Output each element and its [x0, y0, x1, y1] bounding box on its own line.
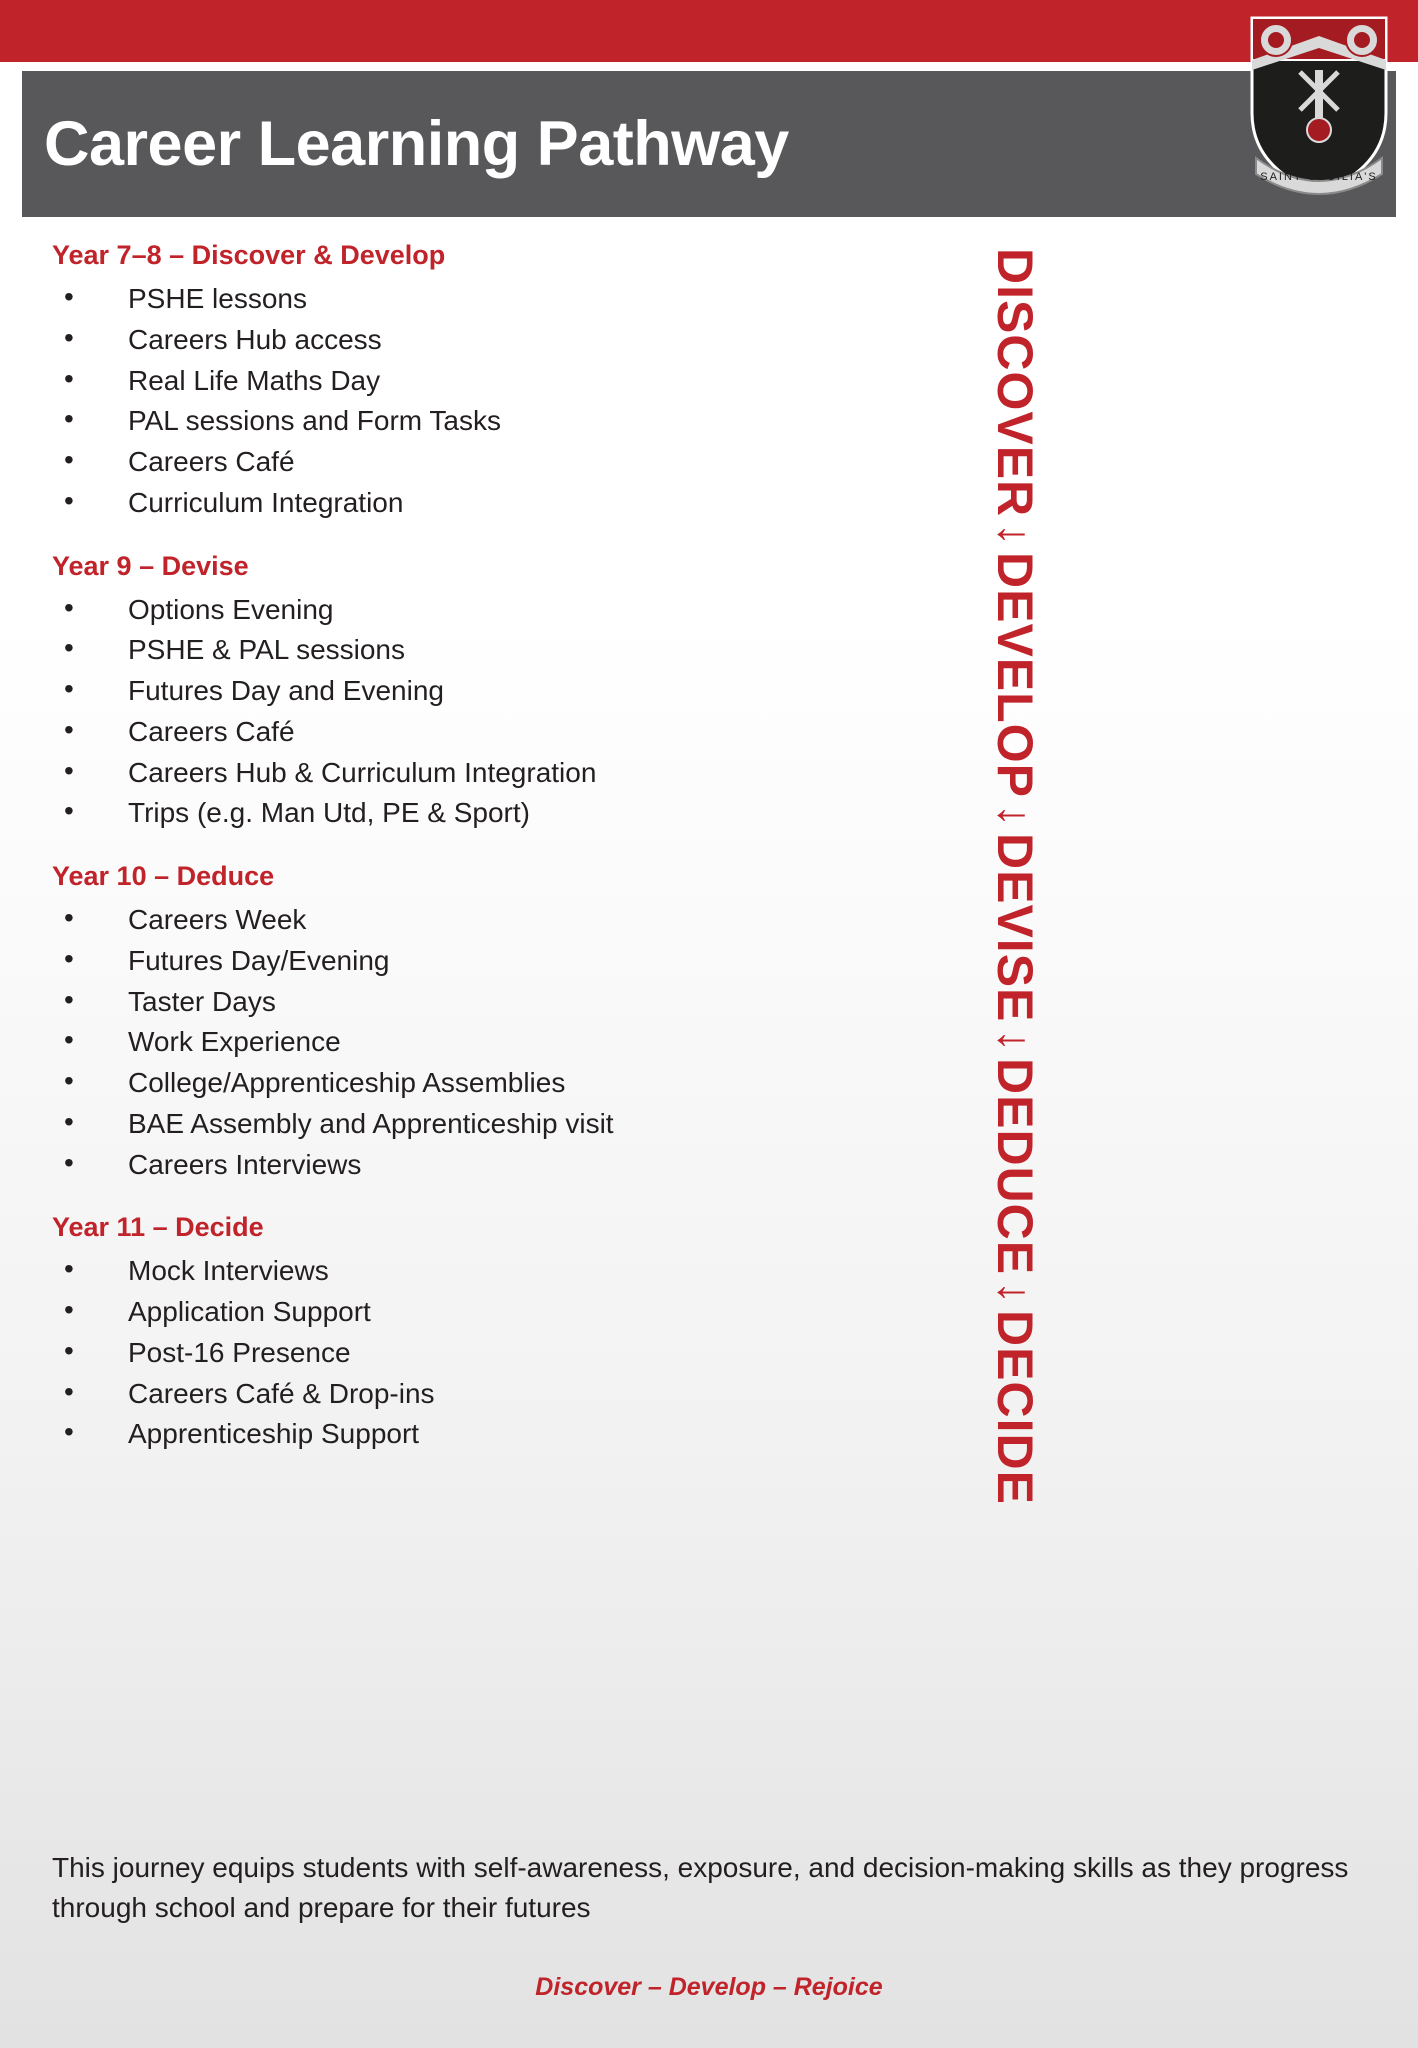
list-item: • Careers Hub & Curriculum Integration — [52, 753, 892, 793]
list-item: • Careers Hub access — [52, 320, 892, 360]
list-item: • Careers Café & Drop-ins — [52, 1374, 892, 1414]
list-item: • Careers Interviews — [52, 1145, 892, 1185]
section-items — [52, 590, 892, 834]
arrow-down-icon: ↓ — [989, 804, 1041, 828]
list-item: • Careers Café — [52, 712, 892, 752]
section-items — [52, 900, 892, 1184]
list-item: • Post-16 Presence — [52, 1333, 892, 1373]
list-item: • PAL sessions and Form Tasks — [52, 401, 892, 441]
title-banner — [22, 71, 1396, 217]
list-item: • Options Evening — [52, 590, 892, 630]
section-items — [52, 279, 892, 523]
list-item: • PSHE lessons — [52, 279, 892, 319]
arrow-down-icon: ↓ — [989, 1028, 1041, 1052]
list-item: • BAE Assembly and Apprenticeship visit — [52, 1104, 892, 1144]
pathway-stage-devise: DEVISE — [987, 833, 1043, 1023]
list-item: • Futures Day and Evening — [52, 671, 892, 711]
sections-list — [52, 240, 892, 1482]
section-year-10 — [52, 861, 892, 1184]
section-items — [52, 1251, 892, 1454]
school-motto: Discover – Develop – Rejoice — [535, 1973, 883, 2001]
svg-text:SAINT CECILIA'S: SAINT CECILIA'S — [1260, 171, 1378, 183]
pathway-stage-deduce: DEDUCE — [987, 1057, 1043, 1275]
pathway-stage-develop: DEVELOP — [987, 552, 1043, 799]
page-title: Career Learning Pathway — [44, 109, 789, 179]
list-item: • Curriculum Integration — [52, 483, 892, 523]
pathway-diagram — [955, 248, 1075, 1828]
band-divider — [0, 62, 1418, 71]
section-title: Year 9 – Devise — [52, 550, 249, 581]
top-red-band — [0, 0, 1418, 62]
list-item: • Work Experience — [52, 1022, 892, 1062]
list-item: • Careers Week — [52, 900, 892, 940]
list-item: • Mock Interviews — [52, 1251, 892, 1291]
list-item: • College/Apprenticeship Assemblies — [52, 1063, 892, 1103]
list-item: • Taster Days — [52, 982, 892, 1022]
list-item: • Careers Café — [52, 442, 892, 482]
list-item: • Futures Day/Evening — [52, 941, 892, 981]
section-title: Year 10 – Deduce — [52, 861, 275, 891]
school-crest-icon — [1244, 8, 1394, 203]
list-item: • Apprenticeship Support — [52, 1414, 892, 1454]
section-year-7-8 — [52, 240, 892, 523]
list-item: • Application Support — [52, 1292, 892, 1332]
closing-paragraph: This journey equips students with self-awareness, exposure, and decision-making skills as they progress through school and prepare for their futures — [52, 1852, 1349, 1923]
section-title: Year 11 – Decide — [52, 1212, 264, 1243]
arrow-down-icon: ↓ — [989, 523, 1041, 547]
section-year-9 — [52, 551, 892, 834]
section-year-11 — [52, 1212, 892, 1454]
arrow-down-icon: ↓ — [989, 1280, 1041, 1304]
pathway-stage-discover: DISCOVER — [987, 248, 1043, 518]
pathway-stage-decide: DECIDE — [987, 1309, 1043, 1505]
list-item: • Real Life Maths Day — [52, 361, 892, 401]
list-item: • PSHE & PAL sessions — [52, 630, 892, 670]
section-title: Year 7–8 – Discover & Develop — [52, 240, 446, 270]
list-item: • Trips (e.g. Man Utd, PE & Sport) — [52, 793, 892, 833]
